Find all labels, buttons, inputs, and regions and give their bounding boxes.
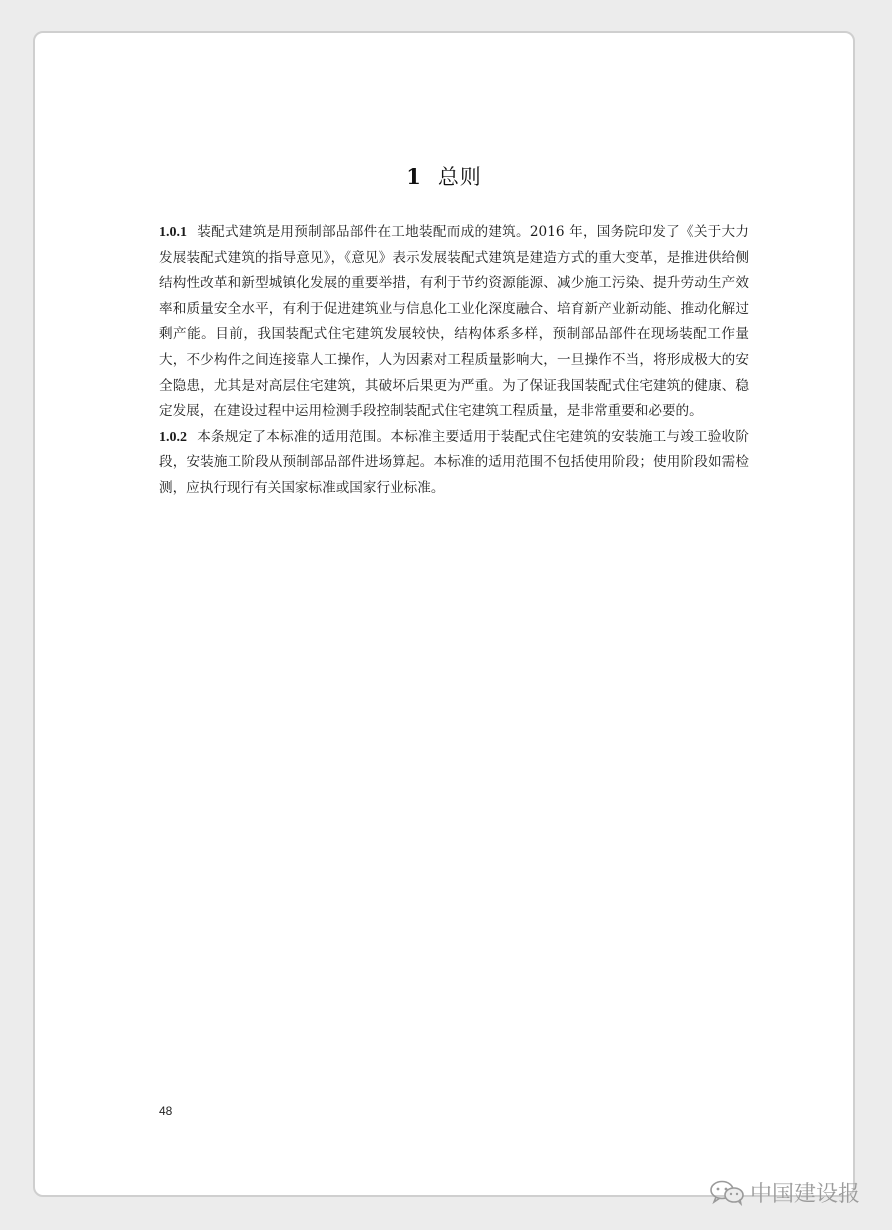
chapter-title: 总则 [437, 165, 482, 189]
clause-text: 本条规定了本标准的适用范围。本标准主要适用于装配式住宅建筑的安装施工与竣工验收阶段，安装施工阶段从预制部品部件进场算起。本标准的适用范围不包括使用阶段；使用阶段如需检测，应执行现行有关国家标准或国家行业标准。 [159, 428, 749, 496]
clause-number: 1.0.1 [159, 225, 187, 240]
watermark-text: 中国建设报 [750, 1181, 861, 1207]
clause-paragraph [159, 425, 749, 502]
chapter-number: 1 [406, 164, 422, 189]
body-text [159, 220, 749, 502]
document-page [33, 31, 855, 1197]
wechat-watermark [708, 1175, 860, 1209]
chapter-heading [35, 161, 853, 191]
clause-paragraph [159, 220, 749, 425]
clause-number: 1.0.2 [159, 429, 187, 445]
wechat-icon [708, 1178, 746, 1206]
page-number: 48 [159, 1104, 173, 1118]
clause-text: 装配式建筑是用预制部品部件在工地装配而成的建筑。2016 年，国务院印发了《关于大力发展装配式建筑的指导意见》，《意见》表示发展装配式建筑是建造方式的重大变革，是推进供给侧结构性改革和新型城镇化发展的重要举措，有利于节约资源能源、减少施工污染、提升劳动生产效率和质量安全水平，有利于促进建筑业与信息化工业化深度融合、培育新产业新动能、推动化解过剩产能。目前，我国装配式住宅建筑发展较快，结构体系多样，预制部品部件在现场装配工作量大，不少构件之间连接靠人工操作，人为因素对工程质量影响大，一旦操作不当，将形成极大的安全隐患，尤其是对高层住宅建筑，其破坏后果更为严重。为了保证我国装配式住宅建筑的健康、稳定发展，在建设过程中运用检测手段控制装配式住宅建筑工程质量，是非常重要和必要的。 [159, 224, 749, 420]
